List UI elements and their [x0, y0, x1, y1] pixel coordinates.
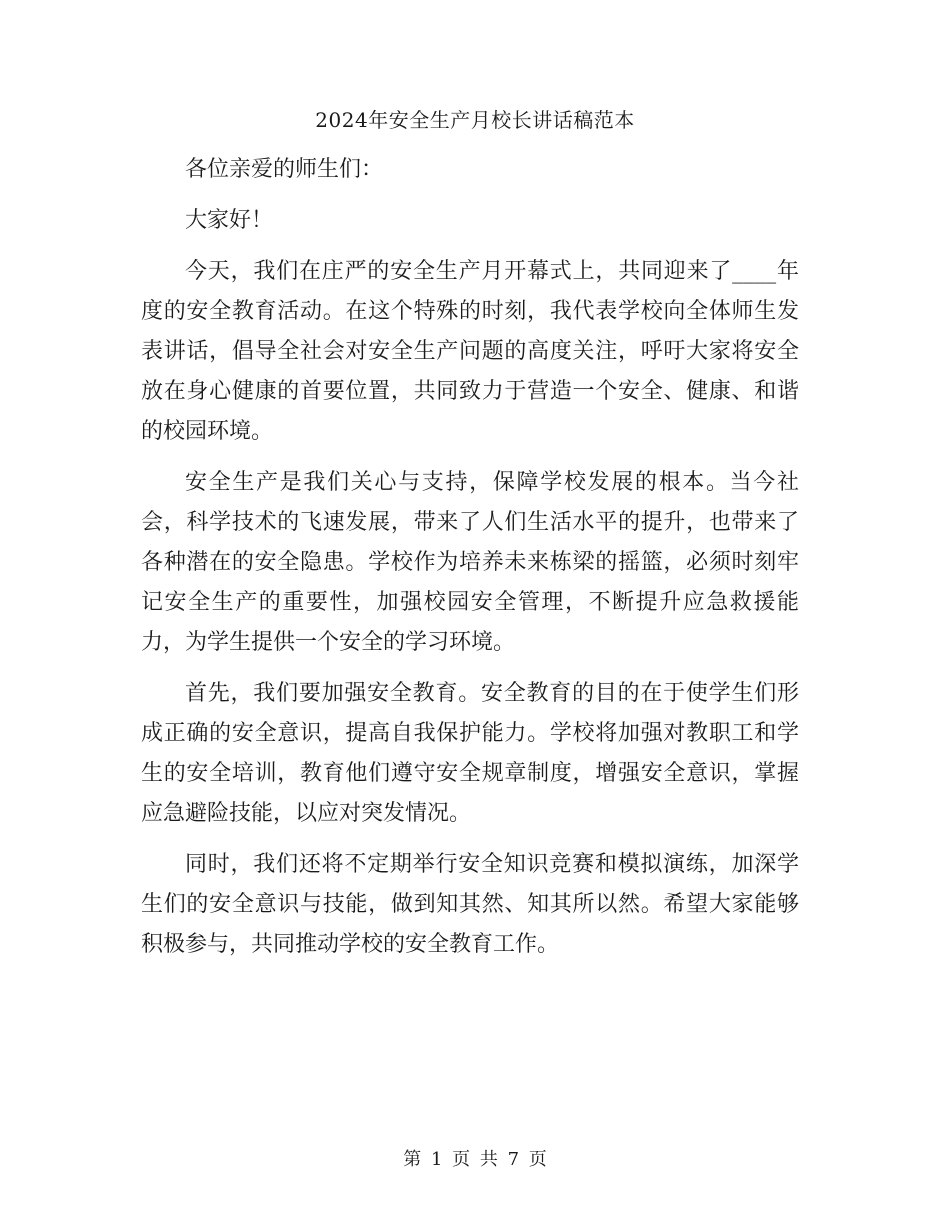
- paragraph: 今天，我们在庄严的安全生产月开幕式上，共同迎来了____年度的安全教育活动。在这个特殊的时刻，我代表学校向全体师生发表讲话，倡导全社会对安全生产问题的高度关注，呼吁大家将安全放在身心健康的首要位置，共同致力于营造一个安全、健康、和谐的校园环境。: [141, 259, 799, 444]
- paragraph-greeting: 大家好！: [185, 208, 274, 233]
- paragraph-salutation: 各位亲爱的师生们：: [185, 157, 384, 182]
- document-title: 2024年安全生产月校长讲话稿范本: [315, 108, 635, 132]
- paragraph: 同时，我们还将不定期举行安全知识竞赛和模拟演练，加深学生们的安全意识与技能，做到知其然、知其所以然。希望大家能够积极参与，共同推动学校的安全教育工作。: [141, 852, 799, 957]
- paragraph: 首先，我们要加强安全教育。安全教育的目的在于使学生们形成正确的安全意识，提高自我保护能力。学校将加强对教职工和学生的安全培训，教育他们遵守安全规章制度，增强安全意识，掌握应急避险技能，以应对突发情况。: [141, 681, 799, 826]
- page-number-footer: 第 1 页 共 7 页: [403, 1149, 547, 1170]
- paragraph: 安全生产是我们关心与支持，保障学校发展的根本。当今社会，科学技术的飞速发展，带来了人们生活水平的提升，也带来了各种潜在的安全隐患。学校作为培养未来栋梁的摇篮，必须时刻牢记安全生产的重要性，加强校园安全管理，不断提升应急救援能力，为学生提供一个安全的学习环境。: [141, 470, 799, 655]
- document-body: [141, 150, 799, 976]
